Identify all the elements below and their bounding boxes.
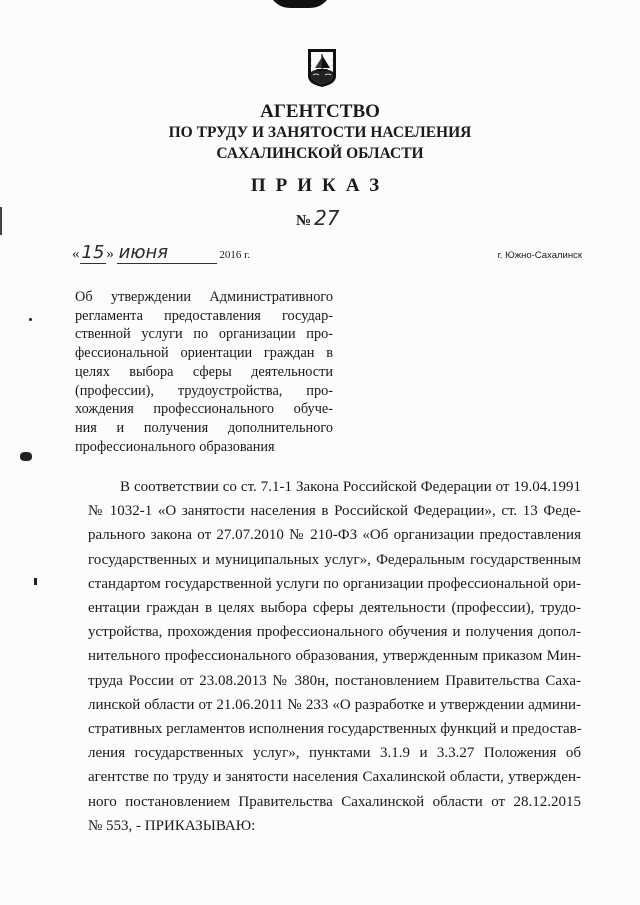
subject-line: хождения профессионального обуче- bbox=[75, 401, 333, 418]
date-month-handwritten: июня bbox=[118, 242, 169, 263]
body-line: агентстве по труду и занятости населения Сахалинской области, утвержден- bbox=[88, 769, 581, 786]
body-line: № 553, - ПРИКАЗЫВАЮ: bbox=[88, 817, 256, 834]
agency-name-line-3: САХАЛИНСКОЙ ОБЛАСТИ bbox=[216, 145, 424, 162]
agency-name-line-1: АГЕНТСТВО bbox=[260, 101, 380, 122]
order-number bbox=[296, 206, 340, 230]
date-open-quote: « bbox=[72, 246, 80, 262]
document-title: ПРИКАЗ bbox=[250, 175, 390, 196]
subject-line: ственной услуги по организации про- bbox=[75, 326, 333, 343]
subject-line: профессионального образования bbox=[75, 438, 275, 455]
subject-line: (профессии), трудоустройства, про- bbox=[75, 382, 333, 399]
date-day-handwritten: 15 bbox=[81, 242, 105, 263]
body-line: устройства, прохождения профессионального обучения и получения допол- bbox=[88, 624, 581, 641]
order-subject bbox=[75, 288, 333, 456]
body-line: ного постановлением Правительства Сахалинской области от 28.12.2015 bbox=[88, 793, 581, 810]
date-close-quote: » bbox=[106, 246, 114, 262]
body-line: нительного профессионального образования, утвержденным приказом Мин- bbox=[88, 648, 581, 665]
body-line: стративных регламентов исполнения государственных функций и предостав- bbox=[88, 721, 582, 738]
body-line: государственных и муниципальных услуг», Федеральным государственным bbox=[88, 551, 581, 568]
body-line: № 1032-1 «О занятости населения в Российской Федерации», ст. 13 Феде- bbox=[88, 503, 581, 520]
agency-name-line-2: ПО ТРУДУ И ЗАНЯТОСТИ НАСЕЛЕНИЯ bbox=[168, 124, 472, 141]
scan-artifact-dot bbox=[29, 318, 32, 321]
body-line: ентации граждан в целях выбора сферы деятельности (профессии), трудо- bbox=[88, 600, 581, 617]
order-number-prefix: № bbox=[296, 213, 312, 229]
subject-line: Об утверждении Административного bbox=[75, 289, 333, 305]
body-line: рального закона от 27.07.2010 № 210-ФЗ «Об организации предоставления bbox=[88, 527, 581, 544]
scan-artifact-top bbox=[268, 0, 332, 8]
sakhalin-coat-of-arms-icon bbox=[307, 48, 337, 88]
subject-line: целях выбора сферы деятельности bbox=[75, 363, 333, 380]
subject-line: регламента предоставления государ- bbox=[75, 307, 333, 324]
city-name: г. Южно-Сахалинск bbox=[497, 250, 582, 261]
body-line: ления государственных услуг», пунктами 3.1.9 и 3.3.27 Положения об bbox=[88, 745, 581, 762]
scan-artifact-edge-line bbox=[0, 207, 2, 235]
body-line: В соответствии со ст. 7.1-1 Закона Российской Федерации от 19.04.1991 bbox=[120, 479, 581, 495]
body-line: стандартом государственной услуги по организации профессиональной ори- bbox=[88, 575, 581, 592]
body-line: линской области от 21.06.2011 № 233 «О разработке и утверждении админи- bbox=[88, 696, 581, 713]
scan-artifact-blot bbox=[20, 452, 32, 461]
order-body bbox=[88, 475, 581, 838]
order-number-handwritten: 27 bbox=[314, 206, 340, 230]
scan-artifact-dot bbox=[34, 578, 37, 585]
subject-line: ния и получения дополнительного bbox=[75, 419, 333, 436]
date-year: 2016 г. bbox=[219, 249, 251, 261]
order-date bbox=[72, 242, 250, 264]
body-line: труда России от 23.08.2013 № 380н, постановлением Правительства Саха- bbox=[88, 672, 581, 689]
subject-line: фессиональной ориентации граждан в bbox=[75, 345, 333, 362]
